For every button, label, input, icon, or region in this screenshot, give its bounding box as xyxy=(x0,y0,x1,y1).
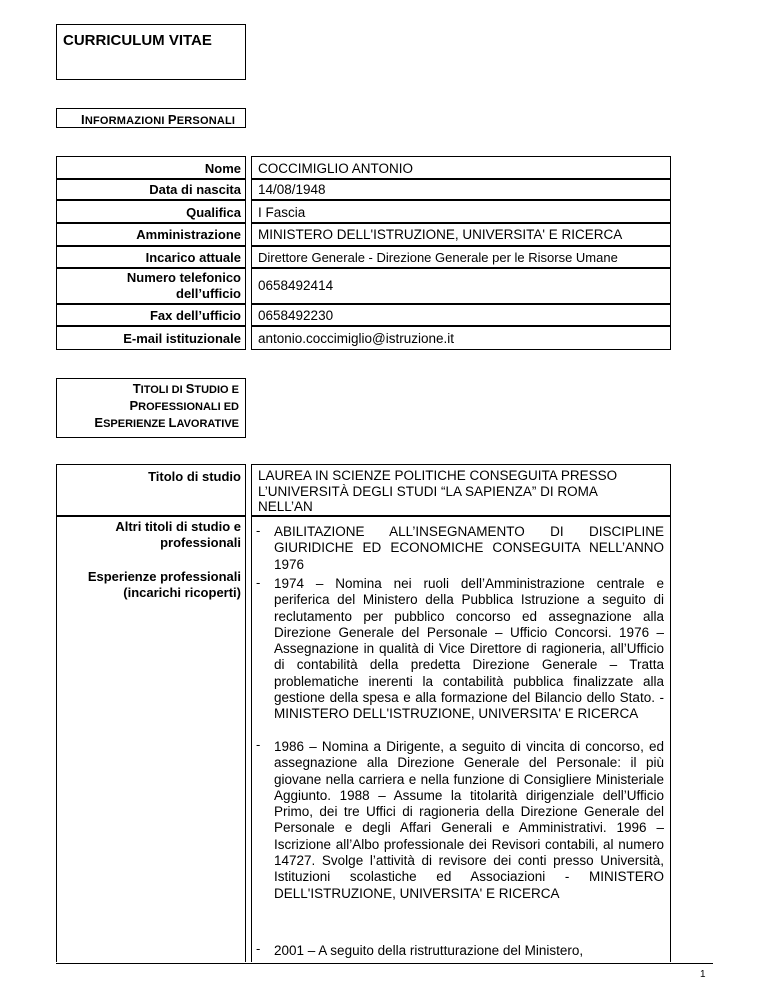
bullet-dash: - xyxy=(256,737,261,752)
cv-title-box xyxy=(56,24,246,80)
value-incarico-attuale: Direttore Generale - Direzione Generale per le Risorse Umane xyxy=(251,246,671,268)
bullet-dash: - xyxy=(256,523,261,538)
esperienza-1: 1974 – Nomina nei ruoli dell’Amministrazione centrale e periferica del Ministero della Pubblica Istruzione a seguito di reclutamento per pubblico concorso ed assegnazione alla Direzione Generale del Personale – Ufficio Concorsi. 1976 – Assegnazione in qualità di Vice Direttore di ragioneria, all’Ufficio di contabilità della predetta Direzione Generale – Tratta problematiche inerenti la contabilità pubblica finalizzate alla gestione della spesa e alla formazione del Bilancio dello Stato. - MINISTERO DELL'ISTRUZIONE, UNIVERSITA' E RICERCA xyxy=(274,576,664,722)
label-data-nascita: Data di nascita xyxy=(56,178,246,200)
cv-title: CURRICULUM VITAE xyxy=(63,32,212,49)
label-nome: Nome xyxy=(56,156,246,180)
label-column-lower: Altri titoli di studio e professionali Esperienze professionali (incarichi ricoperti) xyxy=(56,516,246,962)
value-titolo-studio: LAUREA IN SCIENZE POLITICHE CONSEGUITA PRESSO L’UNIVERSITÀ DEGLI STUDI “LA SAPIENZA” DI ROMA NELL’AN xyxy=(251,464,671,516)
bullet-dash: - xyxy=(256,941,261,956)
bullet-dash: - xyxy=(256,575,261,590)
label-titolo-studio: Titolo di studio xyxy=(56,464,246,516)
heading-rest: NFORMAZIONI xyxy=(84,115,168,127)
heading-initial: I xyxy=(81,112,85,127)
value-qualifica: I Fascia xyxy=(251,200,671,224)
value-fax: 0658492230 xyxy=(251,304,671,326)
label-qualifica: Qualifica xyxy=(56,200,246,224)
heading-initial: P xyxy=(167,112,177,127)
heading-rest: ERSONALI xyxy=(176,115,236,127)
page-number: 1 xyxy=(700,969,706,980)
value-telefono: 0658492414 xyxy=(251,268,671,304)
label-telefono: Numero telefonico dell’ufficio xyxy=(56,268,246,304)
esperienza-2: 1986 – Nomina a Dirigente, a seguito di vincita di concorso, ed assegnazione alla Direzione Generale del Personale: il più giovane nella carriera e nella funzione di Consigliere Ministeriale Aggiunto. 1988 – Assume la titolarità dirigenziale dell’Ufficio Primo, dei tre Uffici di ragioneria della Direzione Generale del Personale e degli Affari Generali e Amministrativi. 1996 – Iscrizione all’Albo professionale dei Revisori contabili, al numero 14727. Svolge l’attività di revisore dei conti presso Università, Istituzioni scolastiche ed Associazioni - MINISTERO DELL'ISTRUZIONE, UNIVERSITA' E RICERCA xyxy=(274,739,664,901)
label-amministrazione: Amministrazione xyxy=(56,222,246,246)
label-email: E-mail istituzionale xyxy=(56,326,246,350)
section-heading-studies: TITOLI DI STUDIO E PROFESSIONALI ED ESPERIENZE LAVORATIVE xyxy=(56,378,246,438)
footer-rule xyxy=(56,963,713,964)
label-incarico-attuale: Incarico attuale xyxy=(56,246,246,268)
label-fax: Fax dell’ufficio xyxy=(56,304,246,326)
esperienza-3: 2001 – A seguito della ristrutturazione del Ministero, xyxy=(274,943,584,958)
section-heading-personal xyxy=(56,108,246,128)
altri-titoli-text: ABILITAZIONE ALL’INSEGNAMENTO DI DISCIPLINE GIURIDICHE ED ECONOMICHE CONSEGUITA NELL’ANNO 1976 xyxy=(274,524,664,572)
value-data-nascita: 14/08/1948 xyxy=(251,178,671,200)
value-nome: COCCIMIGLIO ANTONIO xyxy=(251,156,671,180)
value-amministrazione: MINISTERO DELL'ISTRUZIONE, UNIVERSITA' E RICERCA xyxy=(251,222,671,246)
value-email: antonio.coccimiglio@istruzione.it xyxy=(251,326,671,350)
value-column-lower xyxy=(251,516,671,962)
